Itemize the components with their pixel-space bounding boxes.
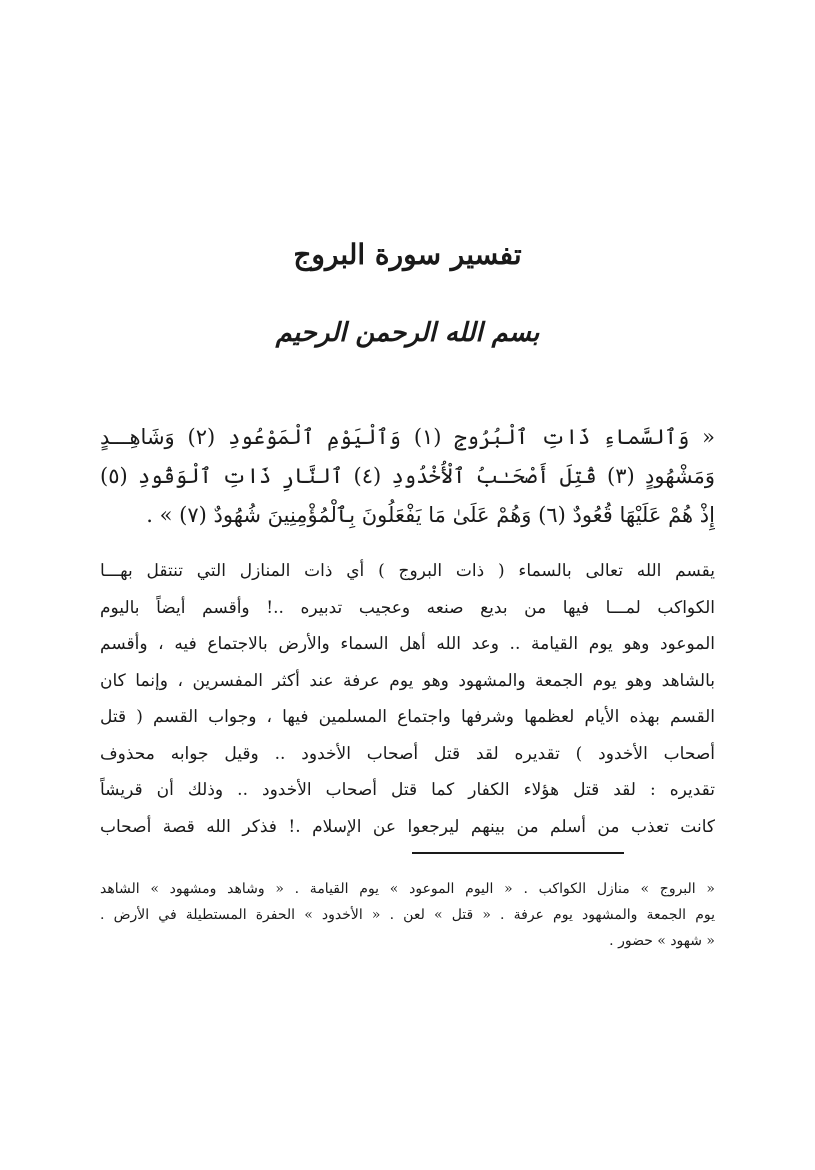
commentary-line: الموعود وهو يوم القيامة .. وعد الله أهل السماء والأرض بالاجتماع فيه ، وأقسم <box>100 634 715 654</box>
commentary-line: الكواكب لمـــا فيها من بديع صنعه وعجيب تدبيره ..! وأقسم أيضاً باليوم <box>100 597 715 618</box>
verse-line: « وَٱلسَّماءِ ذَاتِ ٱلْبُرُوجِ (١) وَٱلْيَوْمِ ٱلْمَوْعُودِ (٢) وَشَاهِـــدٍ <box>100 425 715 449</box>
commentary-line: كانت تعذب من أسلم من بينهم ليرجعوا عن الإسلام .! فذكر الله قصة أصحاب <box>100 816 715 837</box>
footnote-line: يوم الجمعة والمشهود يوم عرفة . « قتل » لعن . « الأخدود » الحفرة المستطيلة في الأرض . <box>100 907 715 923</box>
commentary-line: بالشاهد وهو يوم الجمعة والمشهود وهو يوم عرفة عند أكثر المفسرين ، وإنما كان <box>100 670 715 691</box>
verse-line: إِذْ هُمْ عَلَيْهَا قُعُودٌ (٦) وَهُمْ عَلَىٰ مَا يَفْعَلُونَ بِٱلْمُؤْمِنِينَ شُهُودٌ (٧) » . <box>146 503 715 527</box>
commentary-line: أصحاب الأخدود ) تقديره لقد قتل أصحاب الأخدود .. وقيل جوابه محذوف <box>100 743 715 764</box>
commentary-paragraph <box>100 553 715 845</box>
commentary-line: تقديره : لقد قتل هؤلاء الكفار كما قتل أصحاب الأخدود .. وذلك أن قريشاً <box>100 780 715 800</box>
commentary-line: يقسم الله تعالى بالسماء ( ذات البروج ) أي ذات المنازل التي تنتقل بهـــا <box>100 561 715 581</box>
footnote-divider <box>412 852 624 854</box>
footnotes <box>100 876 715 954</box>
footnote-line: « البروج » منازل الكواكب . « اليوم الموعود » يوم القيامة . « وشاهد ومشهود » الشاهد <box>100 881 715 897</box>
commentary-line: القسم بهذه الأيام لعظمها وشرفها واجتماع المسلمين فيها ، وجواب القسم ( قتل <box>100 707 715 727</box>
page-title: تفسير سورة البروج <box>293 238 522 271</box>
footnote-line: « شهود » حضور . <box>609 933 715 949</box>
quran-verses <box>100 418 715 535</box>
verse-line: وَمَشْهُودٍ (٣) قُتِلَ أَصْحَـٰبُ ٱلْأُخْدُودِ (٤) ٱلنَّارِ ذَاتِ ٱلْوَقُودِ (٥) <box>100 464 715 488</box>
basmala: بسم الله الرحمن الرحيم <box>275 318 540 348</box>
